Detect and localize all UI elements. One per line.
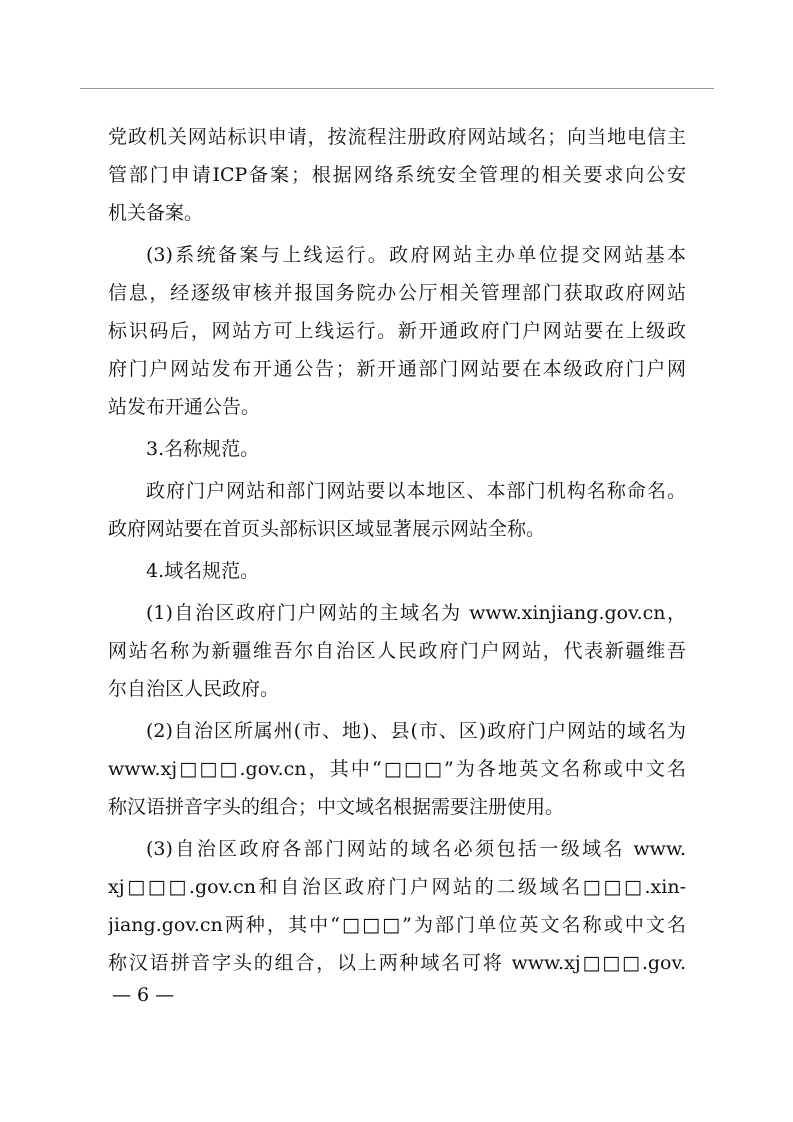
text-line: 管部门申请ICP备案；根据网络系统安全管理的相关要求向公安: [108, 164, 686, 186]
text-line: 称汉语拼音字头的组合；中文域名根据需要注册使用。: [108, 796, 565, 818]
text-line: xj□□□.gov.cn和自治区政府门户网站的二级域名□□□.xin-: [108, 876, 686, 898]
text-line: 站发布开通公告。: [108, 396, 261, 418]
section-heading: 3.名称规范。: [146, 438, 260, 460]
text-line: (1)自治区政府门户网站的主域名为 www.xinjiang.gov.cn，: [146, 602, 686, 624]
text-line: 府门户网站发布开通公告；新开通部门网站要在本级政府门户网: [108, 358, 686, 380]
text-line: 信息，经逐级审核并报国务院办公厅相关管理部门获取政府网站: [108, 282, 686, 304]
text-line: www.xj□□□.gov.cn，其中“□□□”为各地英文名称或中文名: [108, 758, 686, 780]
text-line: 标识码后，网站方可上线运行。新开通政府门户网站要在上级政: [108, 320, 686, 342]
header-rule: [80, 88, 714, 89]
text-line: (3)自治区政府各部门网站的域名必须包括一级域名 www.: [146, 838, 686, 860]
text-line: (2)自治区所属州(市、地)、县(市、区)政府门户网站的域名为: [146, 720, 686, 742]
text-line: jiang.gov.cn两种，其中“□□□”为部门单位英文名称或中文名: [108, 914, 686, 936]
text-line: 网站名称为新疆维吾尔自治区人民政府门户网站，代表新疆维吾: [108, 640, 686, 662]
page-number: — 6 —: [112, 984, 175, 1006]
text-line: 机关备案。: [108, 202, 204, 224]
section-heading: 4.域名规范。: [146, 560, 260, 582]
text-line: 尔自治区人民政府。: [108, 678, 280, 700]
text-line: 政府门户网站和部门网站要以本地区、本部门机构名称命名。: [146, 480, 686, 502]
text-line: 称汉语拼音字头的组合，以上两种域名可将 www.xj□□□.gov.: [108, 952, 686, 974]
text-line: 党政机关网站标识申请，按流程注册政府网站域名；向当地电信主: [108, 126, 686, 148]
text-line: (3)系统备案与上线运行。政府网站主办单位提交网站基本: [146, 244, 686, 266]
text-line: 政府网站要在首页头部标识区域显著展示网站全称。: [108, 518, 546, 540]
